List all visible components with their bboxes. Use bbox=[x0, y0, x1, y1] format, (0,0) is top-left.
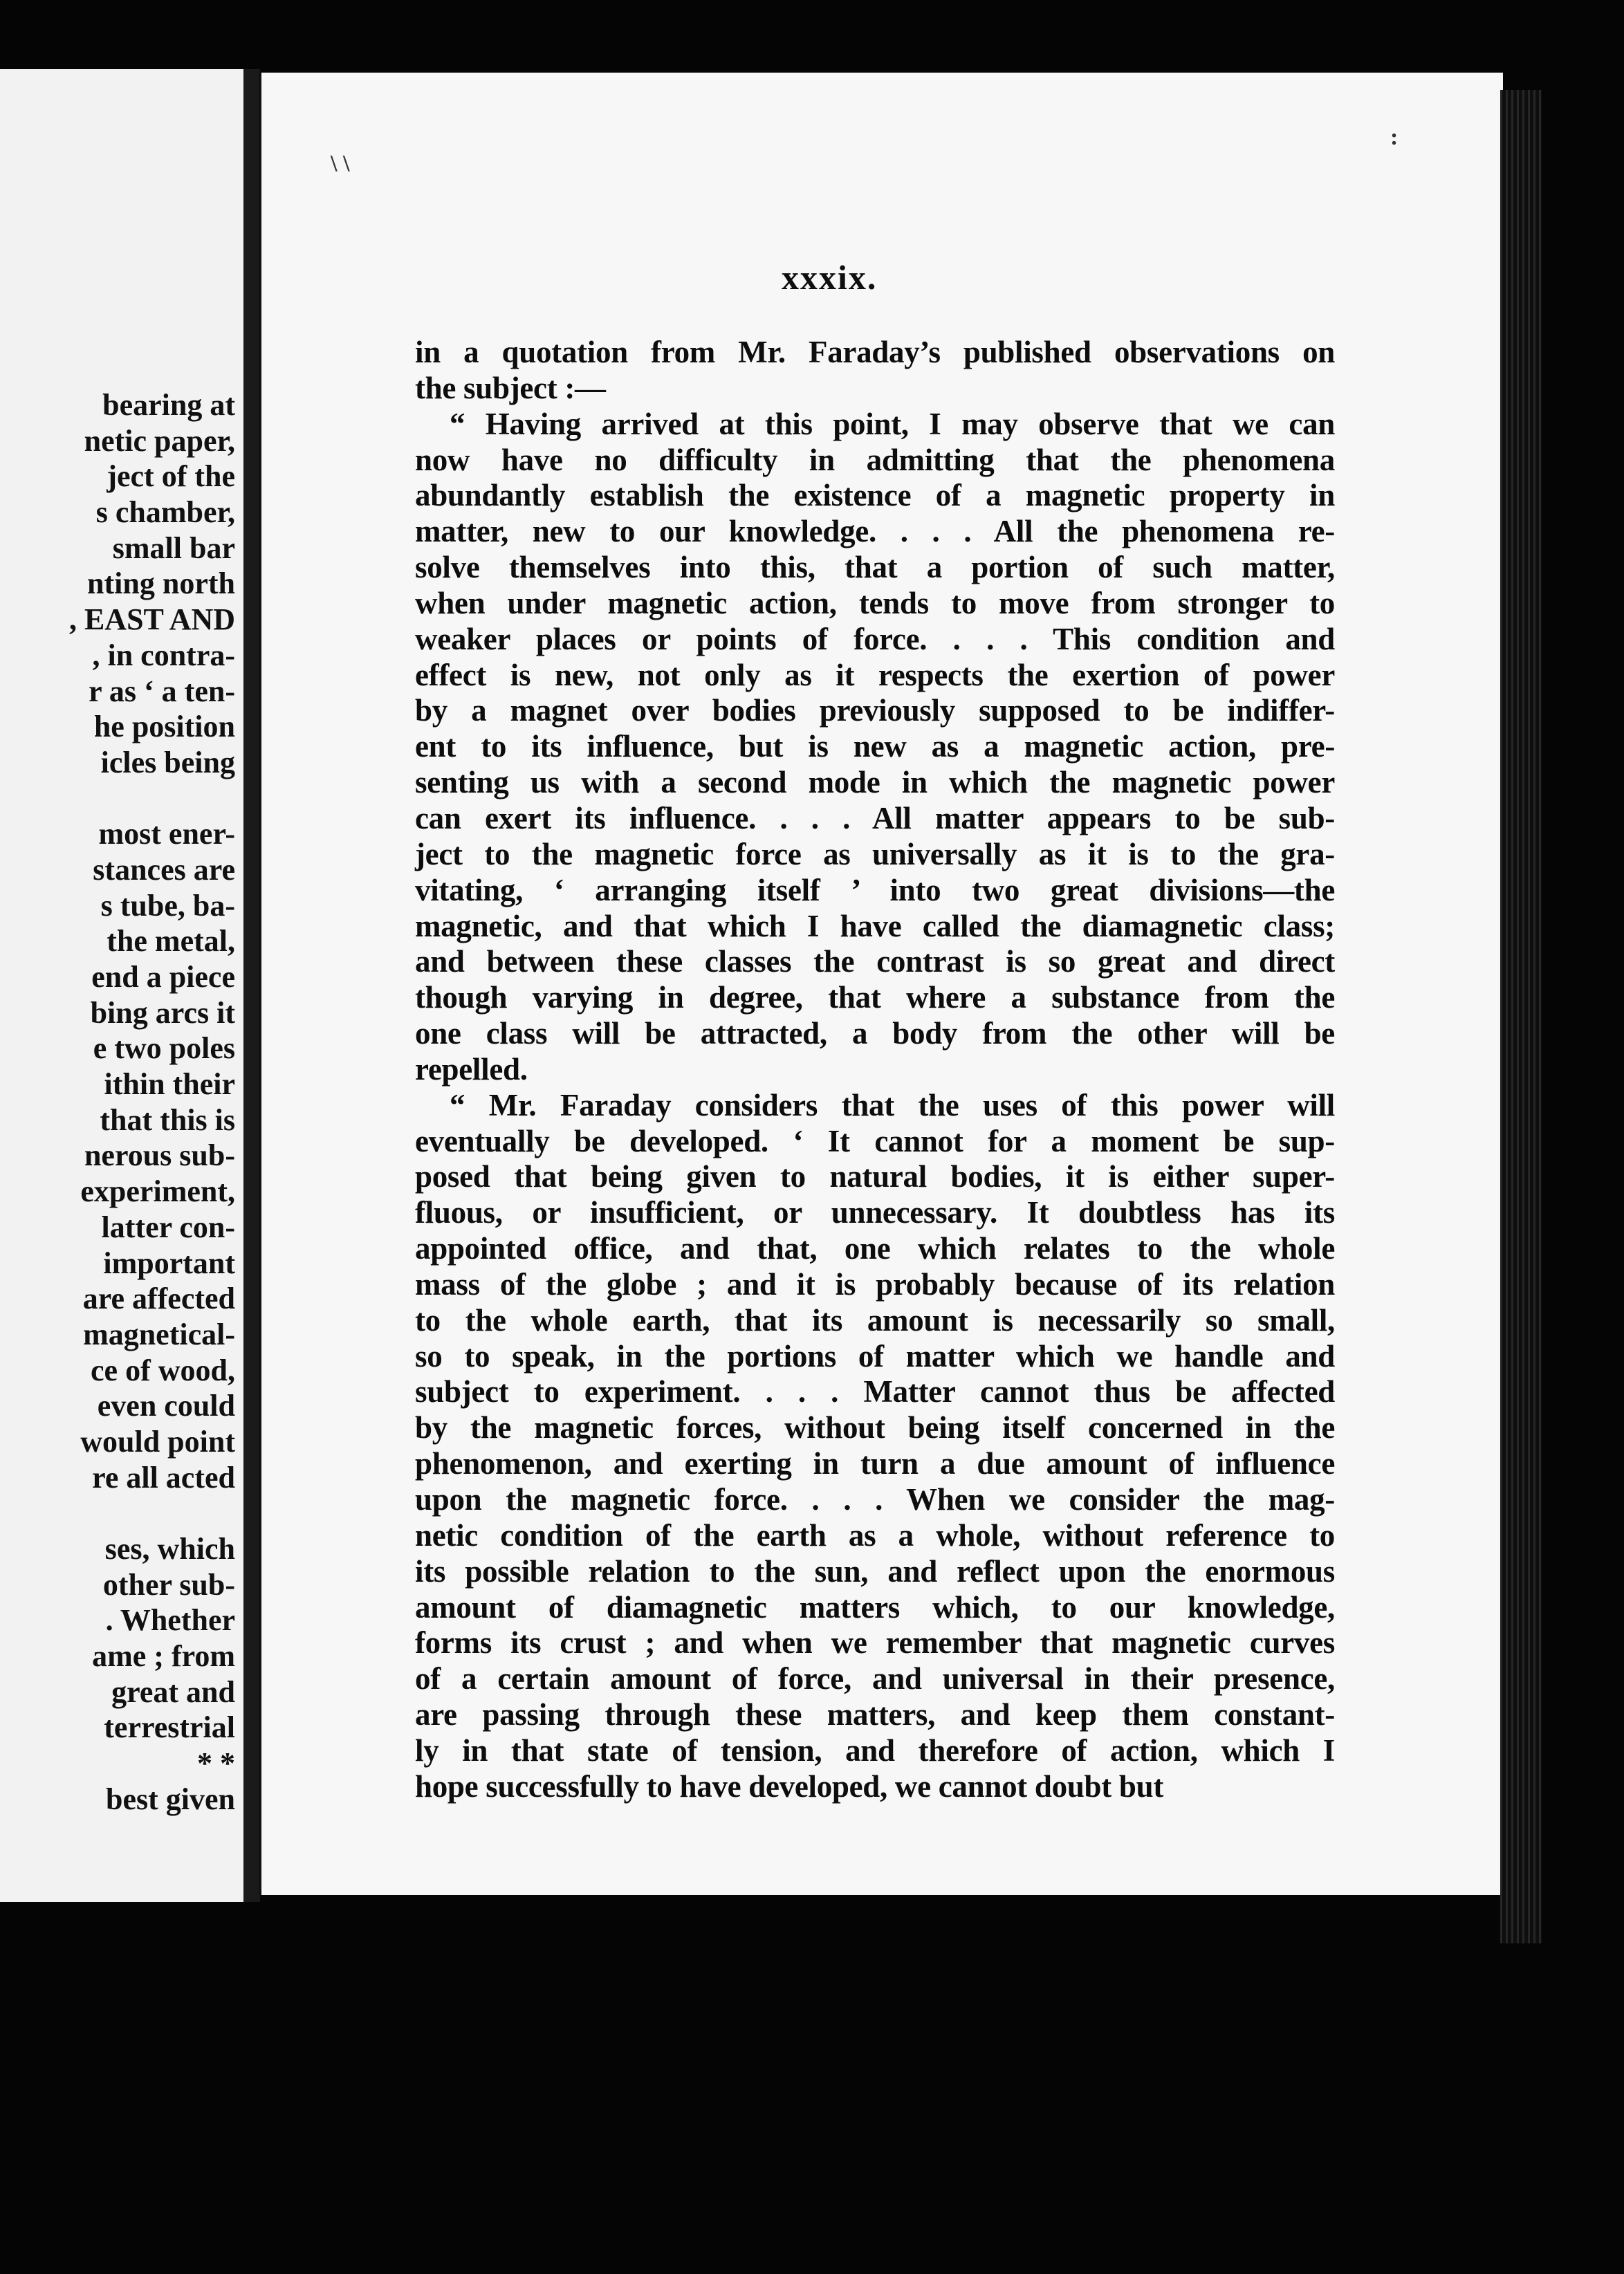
left-page-line: even could bbox=[97, 1389, 235, 1423]
page-edges-texture bbox=[1500, 90, 1542, 1943]
text-line: though varying in degree, that where a substance from the bbox=[415, 980, 1335, 1015]
left-page-line: best given bbox=[106, 1782, 235, 1816]
page-number: xxxix. bbox=[782, 258, 878, 297]
text-line: magnetic, and that which I have called the diamagnetic class; bbox=[415, 908, 1335, 943]
left-page-line: experiment, bbox=[80, 1174, 235, 1209]
text-line: by the magnetic forces, without being itself concerned in the bbox=[415, 1410, 1335, 1445]
left-page-line: are affected bbox=[82, 1282, 235, 1316]
text-line: fluous, or insufficient, or unnecessary. It doubtless has its bbox=[415, 1195, 1335, 1230]
left-page-line: * * bbox=[197, 1746, 235, 1781]
left-page-line: stances are bbox=[93, 852, 235, 887]
text-line: in a quotation from Mr. Faraday’s published observations on bbox=[415, 335, 1335, 369]
text-line: subject to experiment. . . . Matter cannot thus be affected bbox=[415, 1374, 1335, 1409]
left-page-text-fragments bbox=[0, 387, 235, 1818]
text-line: so to speak, in the portions of matter which we handle and bbox=[415, 1338, 1335, 1374]
text-line: hope successfully to have developed, we cannot doubt but bbox=[415, 1768, 1164, 1804]
main-text-block bbox=[415, 335, 1335, 1805]
text-line: amount of diamagnetic matters which, to our knowledge, bbox=[415, 1589, 1335, 1625]
left-page-line: ithin their bbox=[104, 1067, 235, 1102]
left-page-line: small bar bbox=[112, 530, 235, 565]
left-page-line: end a piece bbox=[91, 960, 235, 994]
speck-mark: \ \ bbox=[331, 151, 350, 176]
left-page-line: s chamber, bbox=[95, 495, 235, 530]
left-page-line: he position bbox=[93, 710, 235, 744]
left-page-line: great and bbox=[111, 1674, 235, 1709]
left-page-line: the metal, bbox=[107, 924, 235, 959]
left-page-line: other sub- bbox=[102, 1567, 235, 1602]
left-page-line: nting north bbox=[87, 566, 235, 601]
left-page-line: terrestrial bbox=[104, 1710, 235, 1745]
text-line: vitating, ‘ arranging itself ’ into two great divisions—the bbox=[415, 872, 1335, 907]
left-page-line: bing arcs it bbox=[90, 995, 235, 1030]
text-line: matter, new to our knowledge. . . . All the phenomena re- bbox=[415, 514, 1335, 549]
left-page-line: r as ‘ a ten- bbox=[89, 674, 235, 708]
text-line: “ Mr. Faraday considers that the uses of this power will bbox=[450, 1087, 1335, 1122]
text-line: weaker places or points of force. . . . This condition and bbox=[415, 621, 1335, 656]
text-line: ject to the magnetic force as universally as it is to the gra- bbox=[415, 836, 1335, 871]
left-page-line: magnetical- bbox=[83, 1317, 235, 1351]
text-line: and between these classes the contrast is so great and direct bbox=[415, 944, 1335, 979]
text-line: when under magnetic action, tends to move from stronger to bbox=[415, 585, 1335, 620]
left-page-line: ce of wood, bbox=[91, 1353, 235, 1387]
text-line: one class will be attracted, a body from the other will be bbox=[415, 1016, 1335, 1051]
text-line: abundantly establish the existence of a magnetic property in bbox=[415, 478, 1335, 513]
text-line: “ Having arrived at this point, I may observe that we can bbox=[450, 406, 1335, 441]
left-page-line bbox=[0, 781, 235, 817]
left-page-line: bearing at bbox=[102, 388, 235, 422]
text-line: posed that being given to natural bodies, it is either super- bbox=[415, 1159, 1335, 1194]
text-line: can exert its influence. . . . All matter appears to be sub- bbox=[415, 800, 1335, 835]
text-line: to the whole earth, that its amount is necessarily so small, bbox=[415, 1302, 1335, 1338]
left-page bbox=[0, 69, 246, 1902]
book-gutter bbox=[243, 69, 260, 1902]
left-page-line: that this is bbox=[100, 1102, 235, 1137]
text-line: netic condition of the earth as a whole, without reference to bbox=[415, 1517, 1335, 1553]
left-page-line: icles being bbox=[100, 745, 235, 779]
text-line: by a magnet over bodies previously supposed to be indiffer- bbox=[415, 693, 1335, 728]
speck-mark: : bbox=[1390, 124, 1399, 150]
text-line: mass of the globe ; and it is probably because of its relation bbox=[415, 1266, 1335, 1302]
text-line: ent to its influence, but is new as a magnetic action, pre- bbox=[415, 729, 1335, 764]
left-page-line: netic paper, bbox=[84, 423, 235, 458]
left-page-line: , EAST AND bbox=[68, 602, 235, 637]
left-page-line: important bbox=[103, 1246, 235, 1280]
left-page-line: latter con- bbox=[101, 1210, 235, 1244]
text-line: forms its crust ; and when we remember that magnetic curves bbox=[415, 1625, 1335, 1661]
text-line: its possible relation to the sun, and reflect upon the enormous bbox=[415, 1553, 1335, 1589]
text-line: phenomenon, and exerting in turn a due amount of influence bbox=[415, 1446, 1335, 1481]
text-line: are passing through these matters, and keep them constant- bbox=[415, 1697, 1335, 1732]
text-line: appointed office, and that, one which relates to the whole bbox=[415, 1231, 1335, 1266]
text-line: effect is new, not only as it respects the exertion of power bbox=[415, 657, 1335, 692]
left-page-line: re all acted bbox=[92, 1460, 235, 1495]
text-line: eventually be developed. ‘ It cannot for a moment be sup- bbox=[415, 1123, 1335, 1158]
left-page-line: ses, which bbox=[104, 1532, 235, 1566]
text-line: repelled. bbox=[415, 1051, 528, 1087]
left-page-line: ject of the bbox=[107, 459, 235, 494]
left-page-line: would point bbox=[80, 1424, 235, 1459]
left-page-line: . Whether bbox=[105, 1603, 235, 1638]
text-line: upon the magnetic force. . . . When we consider the mag- bbox=[415, 1482, 1335, 1517]
text-line: now have no difficulty in admitting that the phenomena bbox=[415, 442, 1335, 477]
left-page-line bbox=[0, 1495, 235, 1531]
text-line: senting us with a second mode in which the magnetic power bbox=[415, 765, 1335, 800]
left-page-line: most ener- bbox=[98, 817, 235, 851]
left-page-line: e two poles bbox=[93, 1031, 235, 1066]
left-page-line: nerous sub- bbox=[84, 1138, 235, 1173]
left-page-line: ame ; from bbox=[92, 1639, 235, 1674]
text-line: the subject :— bbox=[415, 370, 606, 405]
left-page-line: s tube, ba- bbox=[100, 888, 235, 923]
left-page-line: , in contra- bbox=[92, 638, 235, 672]
text-line: of a certain amount of force, and universal in their presence, bbox=[415, 1661, 1335, 1697]
text-line: solve themselves into this, that a portion of such matter, bbox=[415, 550, 1335, 585]
text-line: ly in that state of tension, and therefore of action, which I bbox=[415, 1732, 1335, 1768]
